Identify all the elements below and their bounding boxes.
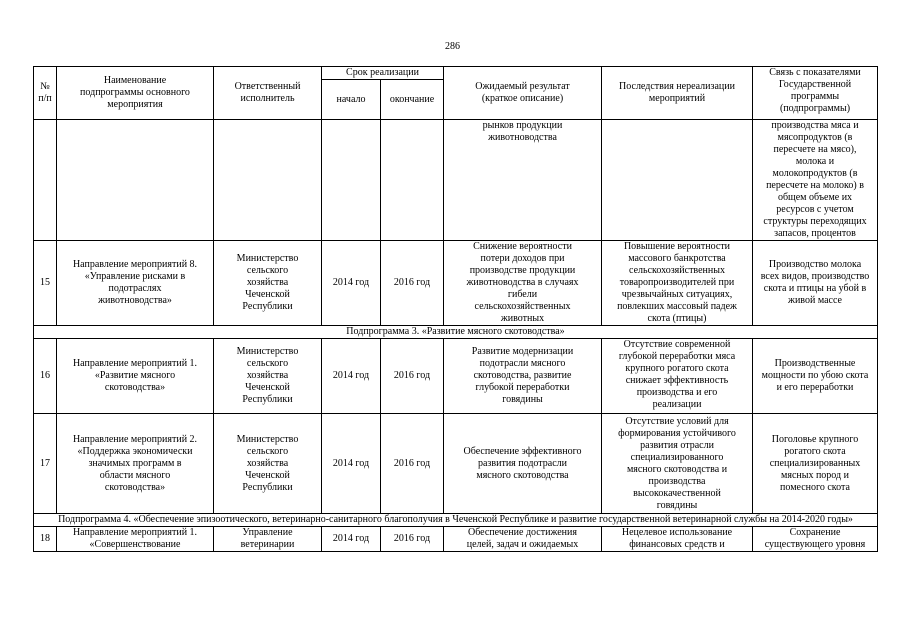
row-result: Снижение вероятности потери доходов при производстве продукции животноводства в случаях гибели сельскохозяйственных животных [444, 241, 602, 326]
row-num: 17 [34, 414, 57, 514]
row-end: 2016 год [381, 241, 444, 326]
cont-result: рынков продукции животноводства [444, 120, 602, 241]
page-number: 286 [445, 41, 460, 52]
header-result: Ожидаемый результат (краткое описание) [444, 67, 602, 120]
header-end: окончание [381, 80, 444, 120]
row-link: Производство молока всех видов, производство скота и птицы на убой в живой массе [753, 241, 878, 326]
row-end: 2016 год [381, 527, 444, 552]
row-name: Направление мероприятий 2. «Поддержка экономически значимых программ в области мясного скотоводства» [57, 414, 214, 514]
row-responsible: Управление ветеринарии [214, 527, 322, 552]
row-consequences: Отсутствие современной глубокой переработки мяса крупного рогатого скота снижает эффективность производства и его реализации [602, 339, 753, 414]
row-consequences: Отсутствие условий для формирования устойчивого развития отрасли специализированного мясного скотоводства и производства высококачественной говядины [602, 414, 753, 514]
cont-responsible [214, 120, 322, 241]
header-period: Срок реализации [322, 67, 444, 80]
row-responsible: Министерство сельского хозяйства Чеченской Республики [214, 241, 322, 326]
row-link: Производственные мощности по убою скота и его переработки [753, 339, 878, 414]
header-num: № п/п [34, 67, 57, 120]
table-row [34, 241, 878, 326]
row-num: 15 [34, 241, 57, 326]
row-responsible: Министерство сельского хозяйства Чеченской Республики [214, 339, 322, 414]
row-end: 2016 год [381, 414, 444, 514]
row-result: Обеспечение достижения целей, задач и ожидаемых [444, 527, 602, 552]
row-start: 2014 год [322, 241, 381, 326]
cont-link: производства мяса и мясопродуктов (в пересчете на мясо), молока и молокопродуктов (в пересчете на молоко) в общем объеме их ресурсов с учетом структуры переходящих запасов, процентов [753, 120, 878, 241]
section-title: Подпрограмма 4. «Обеспечение эпизоотического, ветеринарно-санитарного благополучия в Чеченской Республике и развитие государственной ветеринарной службы на 2014-2020 годы» [34, 514, 878, 527]
row-num: 18 [34, 527, 57, 552]
cont-end [381, 120, 444, 241]
row-link: Поголовье крупного рогатого скота специализированных мясных пород и помесного скота [753, 414, 878, 514]
row-link: Сохранение существующего уровня [753, 527, 878, 552]
table-row [34, 527, 878, 552]
row-name: Направление мероприятий 1. «Совершенствование [57, 527, 214, 552]
table-row [34, 414, 878, 514]
section-row [34, 514, 878, 527]
row-start: 2014 год [322, 339, 381, 414]
header-row [34, 67, 878, 80]
row-name: Направление мероприятий 1. «Развитие мясного скотоводства» [57, 339, 214, 414]
header-name: Наименование подпрограммы основного мероприятия [57, 67, 214, 120]
table-row [34, 339, 878, 414]
header-link: Связь с показателями Государственной программы (подпрограммы) [753, 67, 878, 120]
row-consequences: Нецелевое использование финансовых средств и [602, 527, 753, 552]
header-responsible: Ответственный исполнитель [214, 67, 322, 120]
cont-name [57, 120, 214, 241]
cont-consequences [602, 120, 753, 241]
row-result: Обеспечение эффективного развития подотрасли мясного скотоводства [444, 414, 602, 514]
header-consequences: Последствия нереализации мероприятий [602, 67, 753, 120]
row-name: Направление мероприятий 8. «Управление рисками в подотраслях животноводства» [57, 241, 214, 326]
cont-num [34, 120, 57, 241]
continuation-row [34, 120, 878, 241]
section-title: Подпрограмма 3. «Развитие мясного скотоводства» [34, 326, 878, 339]
program-table [33, 66, 878, 552]
row-start: 2014 год [322, 414, 381, 514]
cont-start [322, 120, 381, 241]
row-start: 2014 год [322, 527, 381, 552]
row-responsible: Министерство сельского хозяйства Чеченской Республики [214, 414, 322, 514]
row-result: Развитие модернизации подотрасли мясного скотоводства, развитие глубокой переработки говядины [444, 339, 602, 414]
row-end: 2016 год [381, 339, 444, 414]
row-consequences: Повышение вероятности массового банкротства сельскохозяйственных товаропроизводителей при чрезвычайных ситуациях, повлекших массовый падеж скота (птицы) [602, 241, 753, 326]
section-row [34, 326, 878, 339]
header-start: начало [322, 80, 381, 120]
row-num: 16 [34, 339, 57, 414]
